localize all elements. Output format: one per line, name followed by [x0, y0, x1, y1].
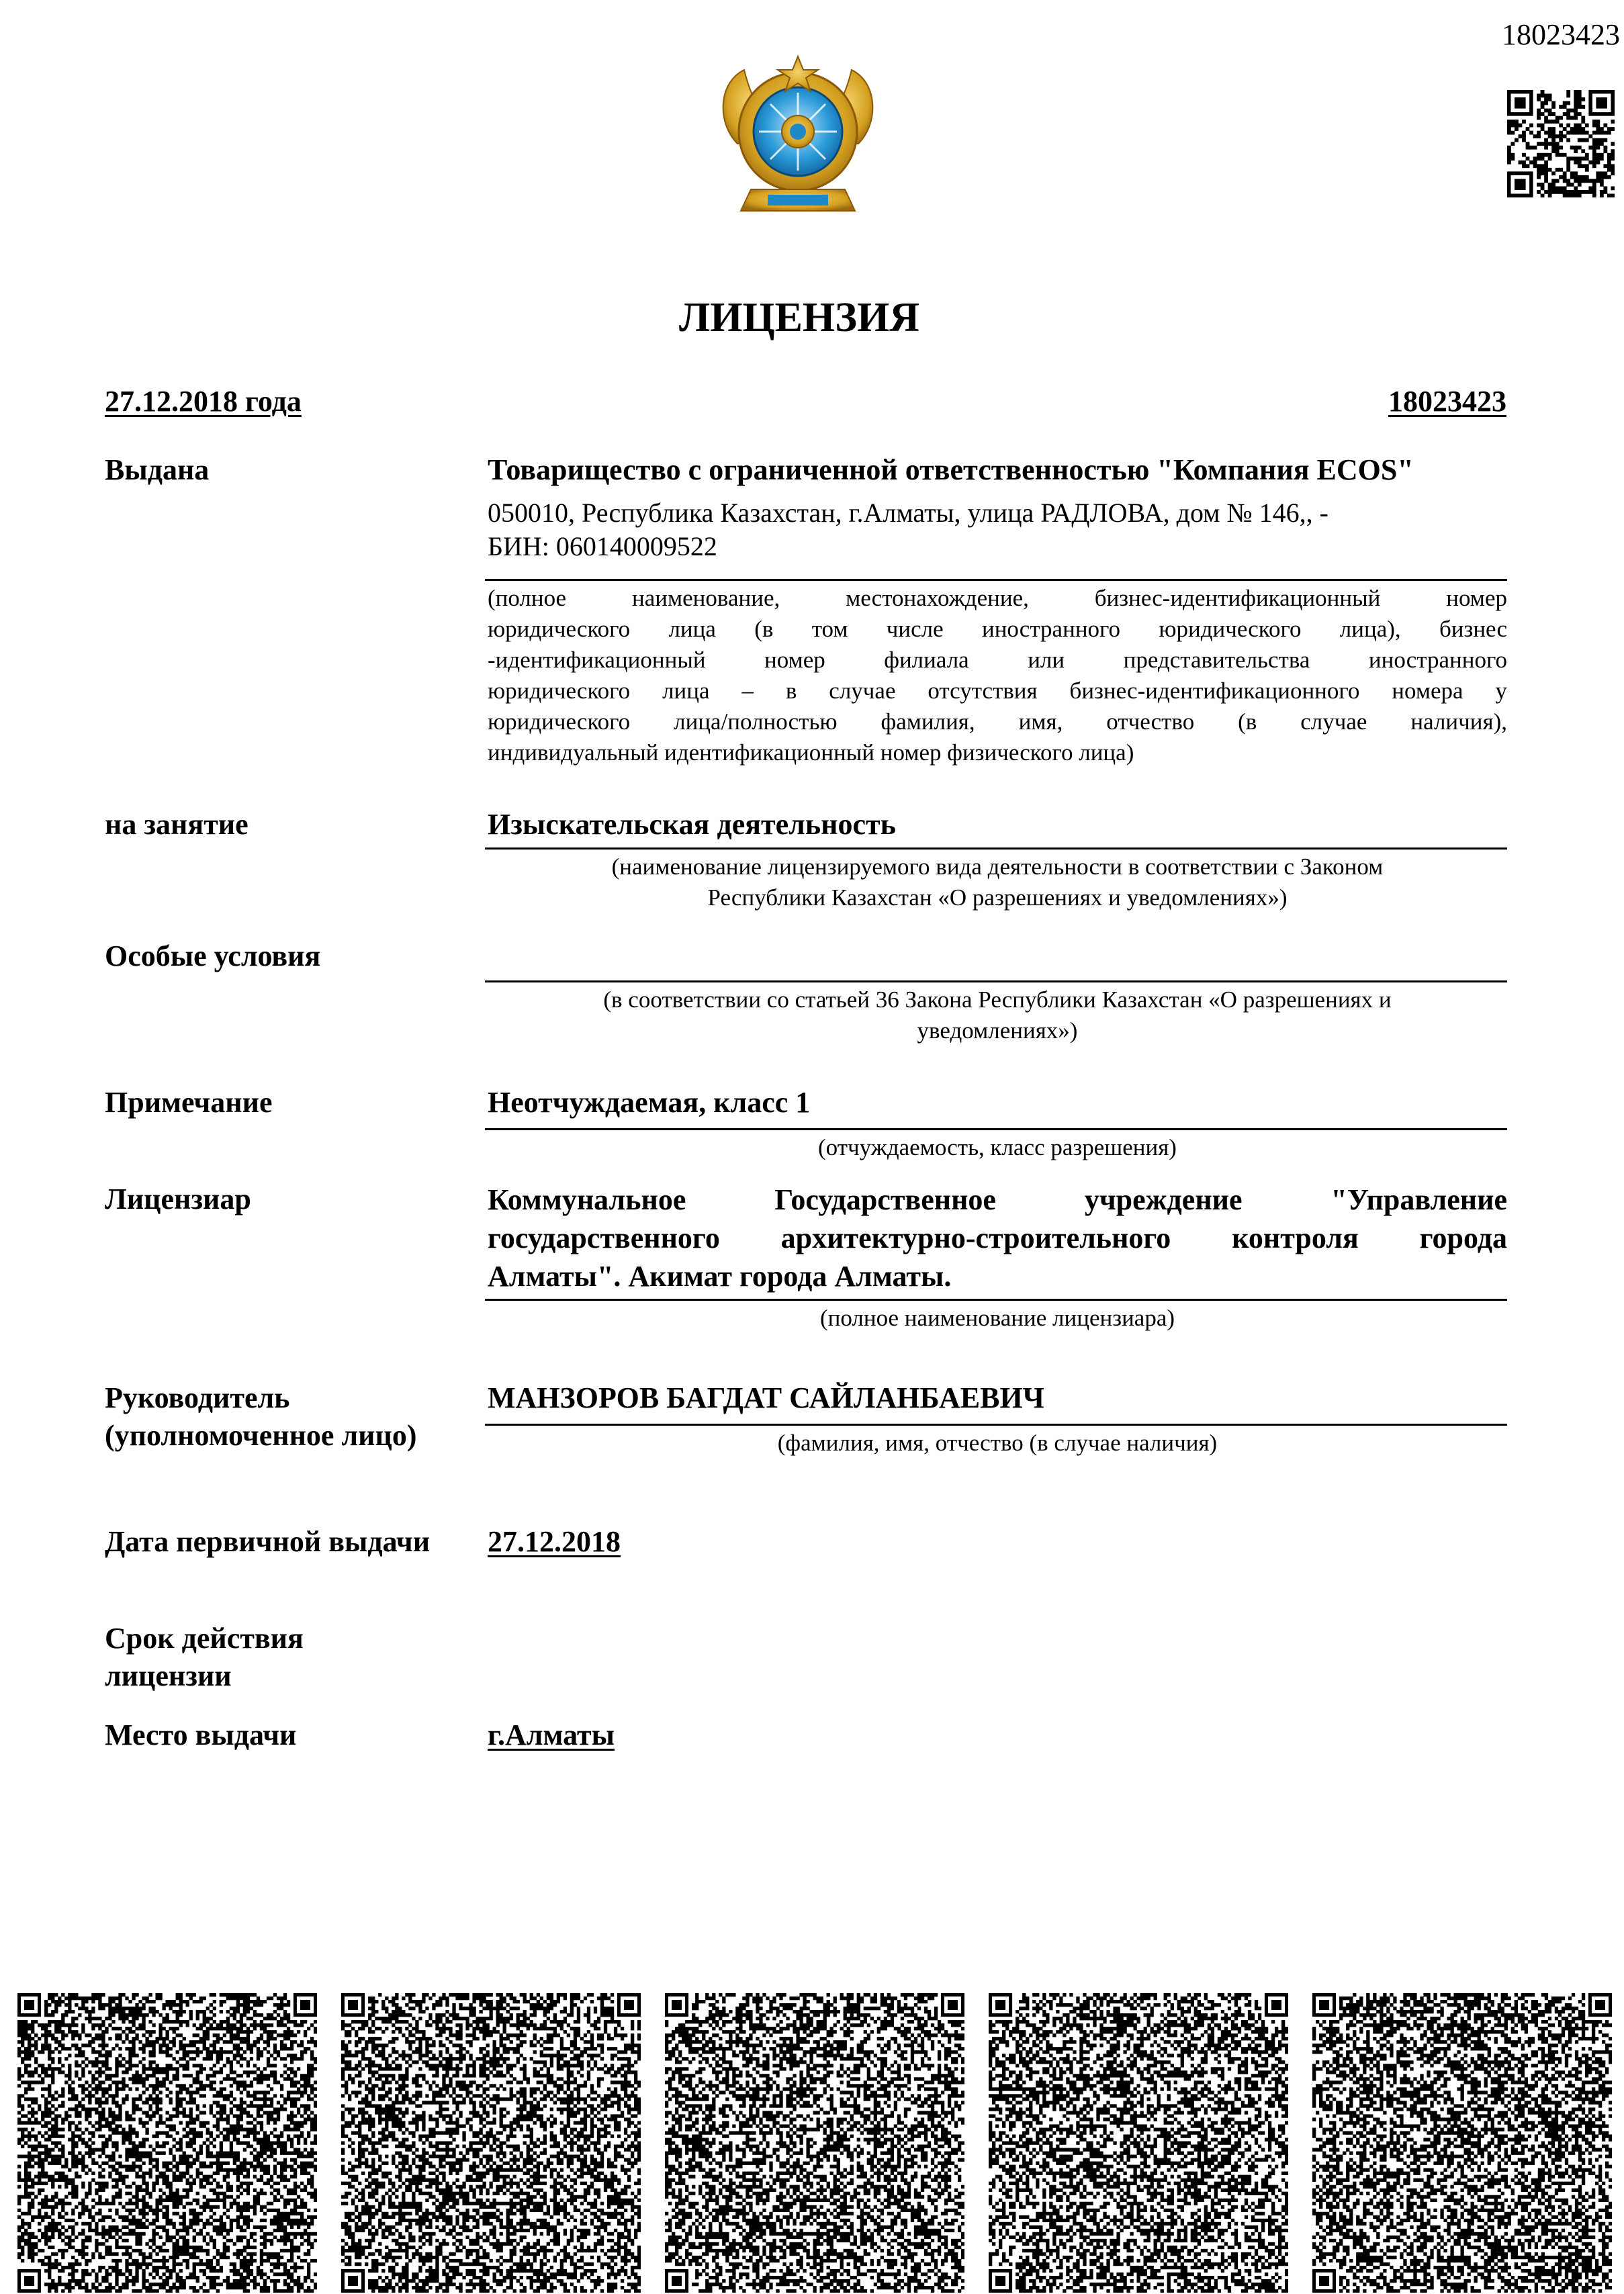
- qr-code-bottom: [341, 1993, 641, 2293]
- issue-date: 27.12.2018 года: [105, 384, 302, 418]
- licensee-note: [488, 583, 1507, 768]
- note-line: Республики Казахстан «О разрешениях и уведомлениях»): [488, 882, 1507, 913]
- qr-code-bottom: [665, 1993, 964, 2293]
- activity-underline: [485, 847, 1507, 850]
- note-line: уведомлениях»): [488, 1015, 1507, 1046]
- head-underline: [485, 1424, 1507, 1426]
- licensee-bin: БИН: 060140009522: [488, 529, 717, 564]
- note-line: (полное наименование, местонахождение, бизнес-идентификационный номер: [488, 583, 1507, 614]
- note-line: юридического лица/полностью фамилия, имя, отчество (в случае наличия),: [488, 706, 1507, 737]
- activity-value: Изыскательская деятельность: [488, 806, 896, 843]
- remark-value: Неотчуждаемая, класс 1: [488, 1084, 810, 1121]
- head-label-line: (уполномоченное лицо): [105, 1417, 417, 1455]
- issued-to-label: Выдана: [105, 451, 209, 489]
- license-number: 18023423: [1388, 384, 1506, 418]
- head-note: (фамилия, имя, отчество (в случае наличия): [488, 1428, 1507, 1459]
- remark-underline: [485, 1128, 1507, 1130]
- special-conditions-note: [488, 984, 1507, 1046]
- licensee-address: 050010, Республика Казахстан, г.Алматы, улица РАДЛОВА, дом № 146,, -: [488, 496, 1328, 531]
- remark-note: (отчуждаемость, класс разрешения): [488, 1132, 1507, 1163]
- head-label: [105, 1379, 417, 1455]
- special-conditions-underline: [485, 980, 1507, 982]
- validity-label-line: лицензии: [105, 1657, 304, 1695]
- note-line: (в соответствии со статьей 36 Закона Республики Казахстан «О разрешениях и: [488, 984, 1507, 1015]
- note-line: юридического лица (в том числе иностранного юридического лица), бизнес: [488, 614, 1507, 645]
- qr-code-top: [1507, 90, 1615, 197]
- licensee-underline: [485, 579, 1507, 581]
- validity-label-line: Срок действия: [105, 1620, 304, 1657]
- place-label: Место выдачи: [105, 1716, 296, 1754]
- place-value: г.Алматы: [488, 1716, 615, 1754]
- activity-label: на занятие: [105, 806, 249, 843]
- special-conditions-label: Особые условия: [105, 937, 320, 975]
- note-line: индивидуальный идентификационный номер физического лица): [488, 737, 1507, 768]
- document-title: ЛИЦЕНЗИЯ: [0, 294, 1598, 342]
- licensee-name: Товарищество с ограниченной ответственностью "Компания ECOS": [488, 451, 1414, 489]
- first-issue-date: 27.12.2018: [488, 1523, 621, 1561]
- licensor-label: Лицензиар: [105, 1181, 251, 1218]
- licensor-line: Алматы". Акимат города Алматы.: [488, 1257, 1507, 1295]
- licensor-underline: [485, 1299, 1507, 1301]
- licensor-value: [488, 1181, 1507, 1295]
- qr-code-bottom: [17, 1993, 317, 2293]
- head-label-line: Руководитель: [105, 1379, 417, 1417]
- head-name: МАНЗОРОВ БАГДАТ САЙЛАНБАЕВИЧ: [488, 1379, 1044, 1417]
- note-line: юридического лица – в случае отсутствия бизнес-идентификационного номера у: [488, 676, 1507, 706]
- qr-code-bottom: [989, 1993, 1288, 2293]
- note-line: -идентификационный номер филиала или представительства иностранного: [488, 645, 1507, 676]
- qr-code-bottom: [1312, 1993, 1612, 2293]
- licensor-line: Коммунальное Государственное учреждение "Управление: [488, 1181, 1507, 1219]
- validity-label: [105, 1620, 304, 1695]
- state-emblem-icon: [711, 43, 885, 224]
- licensor-line: государственного архитектурно-строительного контроля города: [488, 1219, 1507, 1257]
- remark-label: Примечание: [105, 1084, 273, 1121]
- first-issue-label: Дата первичной выдачи: [105, 1523, 430, 1561]
- document-number-top: 18023423: [1502, 17, 1620, 52]
- licensor-note: (полное наименование лицензиара): [488, 1303, 1507, 1334]
- note-line: (наименование лицензируемого вида деятельности в соответствии с Законом: [488, 852, 1507, 882]
- activity-note: [488, 852, 1507, 913]
